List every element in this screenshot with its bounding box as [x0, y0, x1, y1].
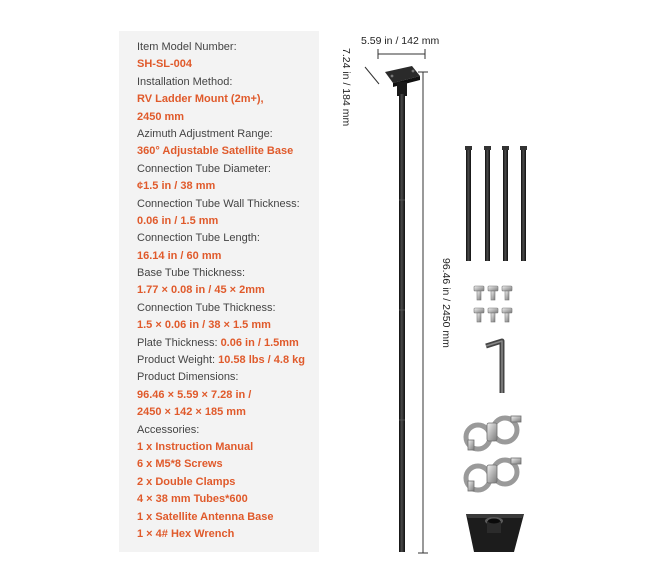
spec-value: 1 x Instruction Manual [137, 440, 254, 453]
spec-label: Installation Method: [137, 75, 233, 88]
width-dimension-label: 5.59 in / 142 mm [361, 35, 440, 47]
spec-label: Accessories: [137, 423, 200, 436]
screws-icon [474, 286, 512, 322]
spec-value: 360° Adjustable Satellite Base [137, 145, 294, 158]
spec-label: Connection Tube Wall Thickness: [137, 197, 300, 210]
mounting-plate-icon [385, 66, 420, 96]
spec-label: Product Weight: [137, 354, 219, 367]
double-clamp-icon [466, 416, 521, 450]
spec-label: Connection Tube Length: [137, 232, 260, 245]
spec-value: SH-SL-004 [137, 58, 193, 71]
depth-dimension-label: 7.24 in / 184 mm [340, 48, 352, 127]
double-clamp-icon-2 [466, 458, 521, 491]
spec-value: 0.06 in / 1.5 mm [137, 214, 219, 227]
spec-value: 6 x M5*8 Screws [137, 458, 223, 471]
depth-dimension-line [365, 67, 379, 84]
spec-label: Connection Tube Thickness: [137, 301, 276, 314]
spec-value: 1 x Satellite Antenna Base [137, 510, 274, 523]
spec-value: 4 × 38 mm Tubes*600 [137, 493, 248, 506]
spec-value: 1 × 4# Hex Wrench [137, 527, 235, 540]
spec-value: 2 x Double Clamps [137, 475, 236, 488]
spec-value: ¢1.5 in / 38 mm [137, 180, 216, 193]
spec-label: Connection Tube Diameter: [137, 162, 271, 175]
height-dimension-label: 96.46 in / 2450 mm [440, 258, 452, 348]
spec-label: Item Model Number: [137, 41, 237, 53]
spec-label: Azimuth Adjustment Range: [137, 127, 273, 140]
spec-value: 0.06 in / 1.5mm [220, 336, 299, 349]
spec-label: Plate Thickness: [137, 336, 221, 349]
spec-value: 16.14 in / 60 mm [137, 249, 222, 262]
spec-value: 10.58 lbs / 4.8 kg [218, 354, 305, 367]
hex-wrench-icon [486, 341, 502, 393]
main-pole-icon [399, 94, 405, 552]
spec-value: 2450 × 142 × 185 mm [137, 406, 246, 419]
spec-value: 1.77 × 0.08 in / 45 × 2mm [137, 284, 265, 297]
spec-value: 1.5 × 0.06 in / 38 × 1.5 mm [137, 319, 271, 332]
spec-label: Base Tube Thickness: [137, 267, 246, 280]
spec-label: Product Dimensions: [137, 371, 239, 384]
connection-tubes-icon [465, 146, 527, 261]
height-dimension-line [418, 72, 428, 553]
width-dimension-line [378, 49, 425, 59]
antenna-base-icon [466, 514, 524, 552]
spec-value: 2450 mm [137, 110, 185, 123]
spec-value: 96.46 × 5.59 × 7.28 in / [137, 388, 252, 401]
spec-value: RV Ladder Mount (2m+), [137, 93, 264, 106]
